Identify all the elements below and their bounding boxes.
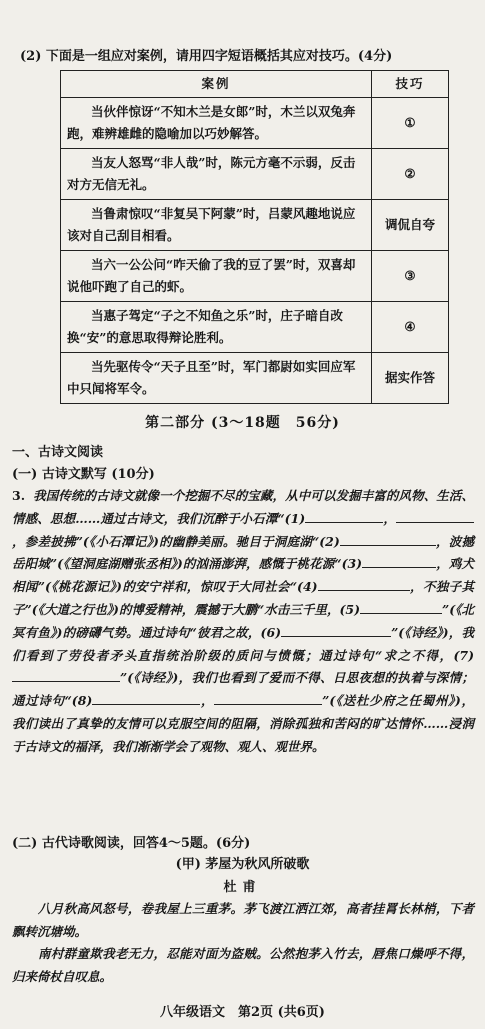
question-2-prompt: (2) 下面是一组应对案例，请用四字短语概括其应对技巧。(4分)	[20, 49, 393, 64]
case-cell: 当惠子驾定“子之不知鱼之乐”时，庄子暗自改换“安”的意思取得辩论胜利。	[61, 302, 372, 353]
case-cell: 当先驱传令“天子且至”时，军门都尉如实回应军中只闻将军令。	[61, 353, 372, 404]
answer-blank-6[interactable]	[281, 622, 391, 637]
poem-body	[12, 898, 474, 988]
answer-blank-1b[interactable]	[396, 508, 474, 523]
technique-cell: ③	[372, 251, 449, 302]
technique-cell: ①	[372, 98, 449, 149]
technique-cell: ④	[372, 302, 449, 353]
poem-author: 杜甫	[223, 880, 262, 895]
table-row	[61, 251, 449, 302]
answer-blank-5[interactable]	[360, 599, 442, 614]
table-row	[61, 98, 449, 149]
case-table	[60, 70, 449, 404]
question-3-segment: ”(《北冥有鱼》)的磅礴气势。通过诗句“彼君之故，(6)	[12, 601, 474, 640]
table-row	[61, 302, 449, 353]
question-3-segment: ，不独子其子”(《大道之行也》)的博爱精神，震撼于大鹏“水击三千里，(5)	[12, 579, 474, 617]
header-case: 案例	[61, 71, 372, 98]
question-3-segment: ，参差披拂”(《小石潭记》)的幽静美丽。驰目于洞庭湖“(2)	[12, 533, 340, 549]
table-row	[61, 200, 449, 251]
question-3-segment: ”(《送杜少府之任蜀州》)，我们读出了真挚的友情可以克服空间的阻隔，消除孤独和苦闷的旷达情怀……浸润于古诗文的福泽，我们渐渐学会了观物、观人、观世界。	[12, 693, 474, 754]
question-3-segment: 我国传统的古诗文就像一个挖掘不尽的宝藏，从中可以发掘丰富的风物、生活、情感、思想……通过古诗文，我们沉醉于小石潭“(1)	[12, 488, 474, 526]
answer-blank-2[interactable]	[340, 531, 436, 546]
question-number: 3.	[12, 488, 26, 503]
answer-blank-1a[interactable]	[305, 508, 383, 523]
poem-paragraph: 南村群童欺我老无力，忍能对面为盗贼。公然抱茅入竹去，唇焦口燥呼不得，归来倚杖自叹息。	[12, 946, 474, 984]
poem-paragraph: 八月秋高风怒号，卷我屋上三重茅。茅飞渡江洒江郊，高者挂罥长林梢，下者飘转沉塘坳。	[12, 901, 474, 939]
table-row	[61, 149, 449, 200]
answer-blank-3[interactable]	[362, 553, 436, 568]
question-3-segment: ，鸡犬相闻”(《桃花源记》)的安宁祥和，惊叹于大同社会“(4)	[12, 556, 474, 595]
table-row	[61, 353, 449, 404]
question-3-segment: ”(《诗经》)，我们也看到了爱而不得、日思夜想的执着与深情；通过诗句“(8)	[12, 670, 474, 709]
question-3-segment: ，	[383, 510, 396, 526]
case-cell: 当友人怒骂“非人哉”时，陈元方毫不示弱，反击对方无信无礼。	[61, 149, 372, 200]
header-technique: 技巧	[372, 71, 449, 98]
case-cell: 当六一公公问“咋天偷了我的豆了罢”时，双喜却说他吓跑了自己的虾。	[61, 251, 372, 302]
poem-title: (甲) 茅屋为秋风所破歌	[175, 857, 310, 872]
case-cell: 当伙伴惊讶“不知木兰是女郎”时，木兰以双兔奔跑，难辨雄雌的隐喻加以巧妙解答。	[61, 98, 372, 149]
section-heading-classical: 一、古诗文阅读	[12, 445, 104, 460]
part-two-heading: 第二部分 (3～18题 56分)	[145, 415, 340, 431]
subsection-heading-poetry: (二) 古代诗歌阅读，回答4～5题。(6分)	[12, 836, 251, 851]
question-3-segment: ”(《诗经》)，我们看到了劳役者矛头直指统治阶级的质问与愤慨；通过诗句“求之不得，(7)	[12, 624, 474, 663]
case-cell: 当鲁肃惊叹“非复吴下阿蒙”时，吕蒙风趣地说应该对自己刮目相看。	[61, 200, 372, 251]
technique-cell: 调侃自夸	[372, 200, 449, 251]
subsection-heading-dictation: (一) 古诗文默写 (10分)	[12, 467, 155, 482]
answer-blank-8a[interactable]	[92, 690, 200, 705]
technique-cell: ②	[372, 149, 449, 200]
answer-blank-4[interactable]	[318, 576, 410, 591]
question-3-segment: ，	[200, 693, 215, 709]
page-footer: 八年级语文 第2页 (共6页)	[160, 1005, 325, 1020]
technique-cell: 据实作答	[372, 353, 449, 404]
answer-blank-8b[interactable]	[214, 690, 322, 705]
question-3-segment: ，波撼岳阳城”(《望洞庭湖赠张丞相》)的汹涌澎湃，感慨于桃花源“(3)	[12, 533, 474, 572]
question-3-text	[12, 485, 474, 759]
answer-blank-7[interactable]	[12, 667, 120, 682]
table-header-row	[61, 71, 449, 98]
